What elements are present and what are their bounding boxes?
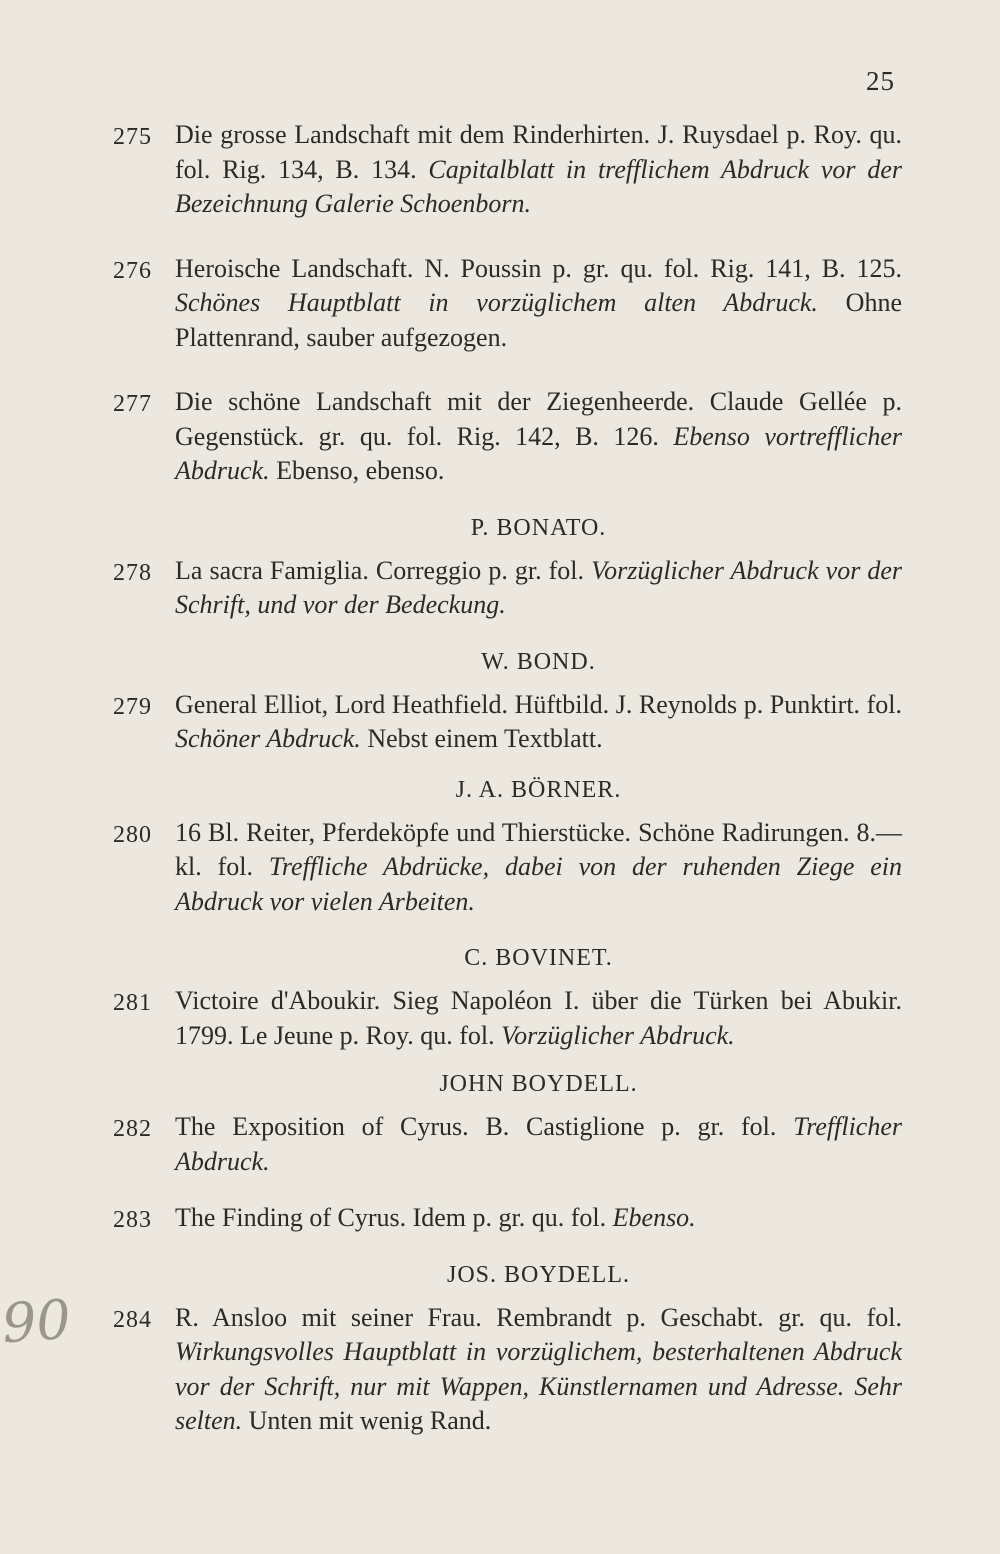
catalogue-entry-278: [110, 554, 902, 623]
artist-heading-borner: J. A. BÖRNER.: [455, 776, 622, 803]
catalogue-entry-279: [110, 688, 902, 757]
entry-after-text: Ebenso, ebenso.: [276, 456, 445, 485]
entry-italic-note: Capitalblatt in trefflichem Abdruck vor der Bezeichnung Galerie Schoenborn.: [175, 154, 903, 218]
page-number: 25: [866, 66, 895, 96]
entry-italic-note: Vorzüglicher Abdruck vor der Schrift, und vor der Bedeckung.: [175, 555, 903, 619]
entry-after-text: Unten mit wenig Rand.: [248, 1406, 492, 1435]
entry-text: The Exposition of Cyrus. B. Castiglione p. gr. fol.: [175, 1112, 777, 1141]
catalogue-entry-277: [110, 385, 902, 489]
catalogue-entry-283: [110, 1201, 902, 1236]
catalogue-entry-281: [110, 984, 902, 1053]
artist-heading-bonato: P. BONATO.: [470, 514, 607, 541]
catalogue-entry-276: [110, 252, 902, 356]
entry-number: 282: [113, 1116, 152, 1142]
entry-italic-note: Vorzüglicher Abdruck.: [501, 1020, 735, 1050]
artist-heading-bond: W. BOND.: [481, 648, 596, 675]
entry-number: 278: [113, 559, 152, 586]
entry-italic-note: Schönes Hauptblatt in vorzüglichem alten Abdruck.: [175, 288, 818, 317]
entry-number: 283: [113, 1207, 152, 1233]
entry-number: 279: [113, 693, 152, 720]
entry-after-text: Ohne Plattenrand, sauber aufgezogen.: [175, 288, 902, 352]
catalogue-entry-275: [110, 118, 902, 222]
catalogue-entry-284: [110, 1301, 902, 1439]
handwritten-margin-note: 90: [0, 1287, 73, 1356]
artist-heading-john-boydell: JOHN BOYDELL.: [439, 1071, 638, 1097]
entry-text: General Elliot, Lord Heathfield. Hüftbild. J. Reynolds p. Punktirt. fol.: [175, 689, 902, 719]
catalogue-entry-282: [110, 1110, 902, 1179]
entry-text: Heroische Landschaft. N. Poussin p. gr. qu. fol. Rig. 141, B. 125.: [175, 253, 902, 283]
entry-text: Victoire d'Aboukir. Sieg Napoléon I. über die Türken bei Abukir. 1799. Le Jeune p. Roy. qu. fol.: [175, 986, 902, 1050]
entry-italic-note: Schöner Abdruck.: [175, 724, 361, 753]
catalogue-entry-280: [110, 816, 902, 920]
entry-text: R. Ansloo mit seiner Frau. Rembrandt p. Geschabt. gr. qu. fol.: [175, 1302, 902, 1332]
entry-italic-note: Wirkungsvolles Hauptblatt in vorzüglichem, besterhaltenen Abdruck vor der Schrift, nur mit Wappen, Künstlernamen und Adresse. Sehr selten.: [175, 1337, 902, 1435]
entry-number: 280: [113, 821, 152, 848]
entry-italic-note: Treffliche Abdrücke, dabei von der ruhenden Ziege ein Abdruck vor vielen Arbeiten.: [175, 852, 903, 916]
entry-italic-note: Trefflicher Abdruck.: [175, 1112, 902, 1176]
entry-number: 277: [113, 391, 152, 417]
entry-text: The Finding of Cyrus. Idem p. gr. qu. fol.: [175, 1203, 607, 1232]
entry-number: 281: [113, 990, 152, 1016]
entry-text: La sacra Famiglia. Correggio p. gr. fol.: [175, 555, 585, 585]
entry-number: 284: [113, 1306, 152, 1333]
artist-heading-jos-boydell: JOS. BOYDELL.: [446, 1261, 630, 1288]
entry-text: Die schöne Landschaft mit der Ziegenheerde. Claude Gellée p. Gegenstück. gr. qu. fol. Rig. 142, B. 126.: [175, 387, 902, 451]
catalogue-page-content: [110, 118, 902, 1439]
entry-text: Die grosse Landschaft mit dem Rinderhirten. J. Ruysdael p. Roy. qu. fol. Rig. 134, B. 134.: [175, 120, 902, 184]
entry-text: 16 Bl. Reiter, Pferdeköpfe und Thierstücke. Schöne Radirungen. 8.—kl. fol.: [175, 817, 902, 881]
artist-heading-bovinet: C. BOVINET.: [464, 945, 613, 971]
entry-number: 276: [113, 257, 152, 284]
entry-after-text: Nebst einem Textblatt.: [367, 724, 603, 753]
entry-italic-note: Ebenso.: [612, 1203, 696, 1232]
entry-number: 275: [113, 124, 152, 150]
entry-italic-note: Ebenso vortrefflicher Abdruck.: [175, 421, 902, 485]
